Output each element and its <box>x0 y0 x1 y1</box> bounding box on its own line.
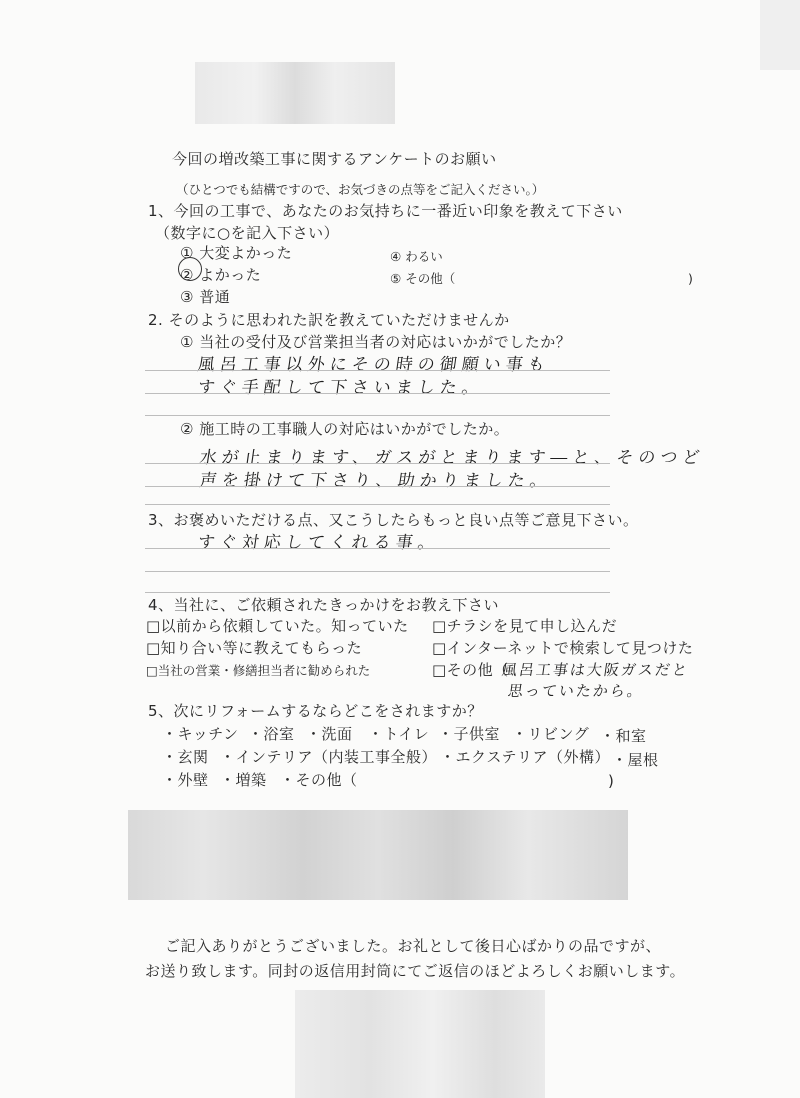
q2-sub1: ① 当社の受付及び営業担当者の対応はいかがでしたか？ <box>180 333 572 351</box>
q4-left-option-1[interactable]: □以前から依頼していた。知っていた <box>146 617 409 635</box>
q2-question: 2. そのように思われた訳を教えていただけませんか <box>148 311 510 329</box>
answer-line <box>145 370 610 371</box>
q4-left-option-2[interactable]: □知り合い等に教えてもらった <box>146 639 363 657</box>
q5-option-exterior[interactable]: ・エクステリア（外構） <box>440 748 611 766</box>
q4-other-answer-line2: 思っていたから。 <box>506 682 646 700</box>
q1-close-paren: ) <box>688 271 693 286</box>
q5-option-interior[interactable]: ・インテリア（内装工事全般） <box>220 748 438 766</box>
q5-option-kids-room[interactable]: ・子供室 <box>438 725 501 743</box>
q5-option-kitchen[interactable]: ・キッチン <box>162 725 239 743</box>
q5-option-washroom[interactable]: ・洗面 <box>306 725 353 743</box>
redacted-bottom-block <box>295 990 545 1098</box>
q3-answer: すぐ対応してくれる事。 <box>196 533 442 553</box>
q1-option-1[interactable]: ① 大変よかった <box>180 244 293 262</box>
redacted-signature-block <box>128 810 628 900</box>
q1-option-4[interactable]: ④ わるい <box>390 249 443 264</box>
q2-sub2: ② 施工時の工事職人の対応はいかがでしたか。 <box>180 420 510 438</box>
q5-question: 5、次にリフォームするならどこをされますか？ <box>148 702 483 720</box>
q5-option-roof[interactable]: ・屋根 <box>612 751 659 769</box>
q5-option-entrance[interactable]: ・玄関 <box>162 748 209 766</box>
q2-sub2-answer-line1: 水が止まります、ガスがとまります―と、そのつど <box>198 448 706 468</box>
answer-line <box>145 486 610 487</box>
q1-option-3[interactable]: ③ 普通 <box>180 288 231 306</box>
answer-line <box>145 393 610 394</box>
q4-right-option-2[interactable]: □インターネットで検索して見つけた <box>432 639 694 657</box>
q1-option-5[interactable]: ⑤ その他（ <box>390 271 456 286</box>
q4-question: 4、当社に、ご依頼されたきっかけをお教え下さい <box>148 596 500 614</box>
q1-option-2[interactable]: ② よかった <box>180 266 262 284</box>
survey-title: 今回の増改築工事に関するアンケートのお願い <box>172 150 497 168</box>
q4-right-option-1[interactable]: □チラシを見て申し込んだ <box>432 617 618 635</box>
handwritten-circle-mark <box>178 257 202 281</box>
q2-sub1-answer-line2: すぐ手配して下さいました。 <box>196 378 486 398</box>
q2-sub1-answer-line1: 風呂工事以外にその時の御願い事も <box>196 355 552 375</box>
q5-option-toilet[interactable]: ・トイレ <box>368 725 430 743</box>
answer-line <box>145 571 610 572</box>
q5-option-extension[interactable]: ・増築 <box>220 771 267 789</box>
q1-question: 1、今回の工事で、あなたのお気持ちに一番近い印象を教えて下さい <box>148 202 623 220</box>
answer-line <box>145 415 610 416</box>
answer-line <box>145 592 610 593</box>
q4-other-answer-line1: 風呂工事は大阪ガスだと <box>500 661 691 679</box>
q2-sub2-answer-line2: 声を掛けて下さり、助かりました。 <box>198 471 554 491</box>
answer-line <box>145 463 610 464</box>
footer-line-1: ご記入ありがとうございました。お礼として後日心ばかりの品ですが、 <box>165 937 662 955</box>
q5-option-bathroom[interactable]: ・浴室 <box>248 725 295 743</box>
q4-right-option-3[interactable]: □その他（ <box>432 661 509 679</box>
q5-option-other[interactable]: ・その他（ <box>280 771 358 789</box>
q5-option-japanese-room[interactable]: ・和室 <box>600 727 647 745</box>
q5-close-paren: ) <box>608 772 615 790</box>
survey-note: （ひとつでも結構ですので、お気づきの点等をご記入ください。） <box>176 182 545 197</box>
q4-left-option-3[interactable]: □当社の営業・修繕担当者に勧められた <box>146 663 371 678</box>
footer-line-2: お送り致します。同封の返信用封筒にてご返信のほどよろしくお願いします。 <box>145 962 686 980</box>
q3-question: 3、お褒めいただける点、又こうしたらもっと良い点等ご意見下さい。 <box>148 511 639 529</box>
q1-instruction: （数字に○を記入下さい） <box>155 224 340 242</box>
answer-line <box>145 548 610 549</box>
redacted-header-block <box>195 62 395 124</box>
redacted-corner-block <box>760 0 800 70</box>
answer-line <box>145 504 610 505</box>
q5-option-outer-wall[interactable]: ・外壁 <box>162 771 209 789</box>
q5-option-living[interactable]: ・リビング <box>512 725 590 743</box>
